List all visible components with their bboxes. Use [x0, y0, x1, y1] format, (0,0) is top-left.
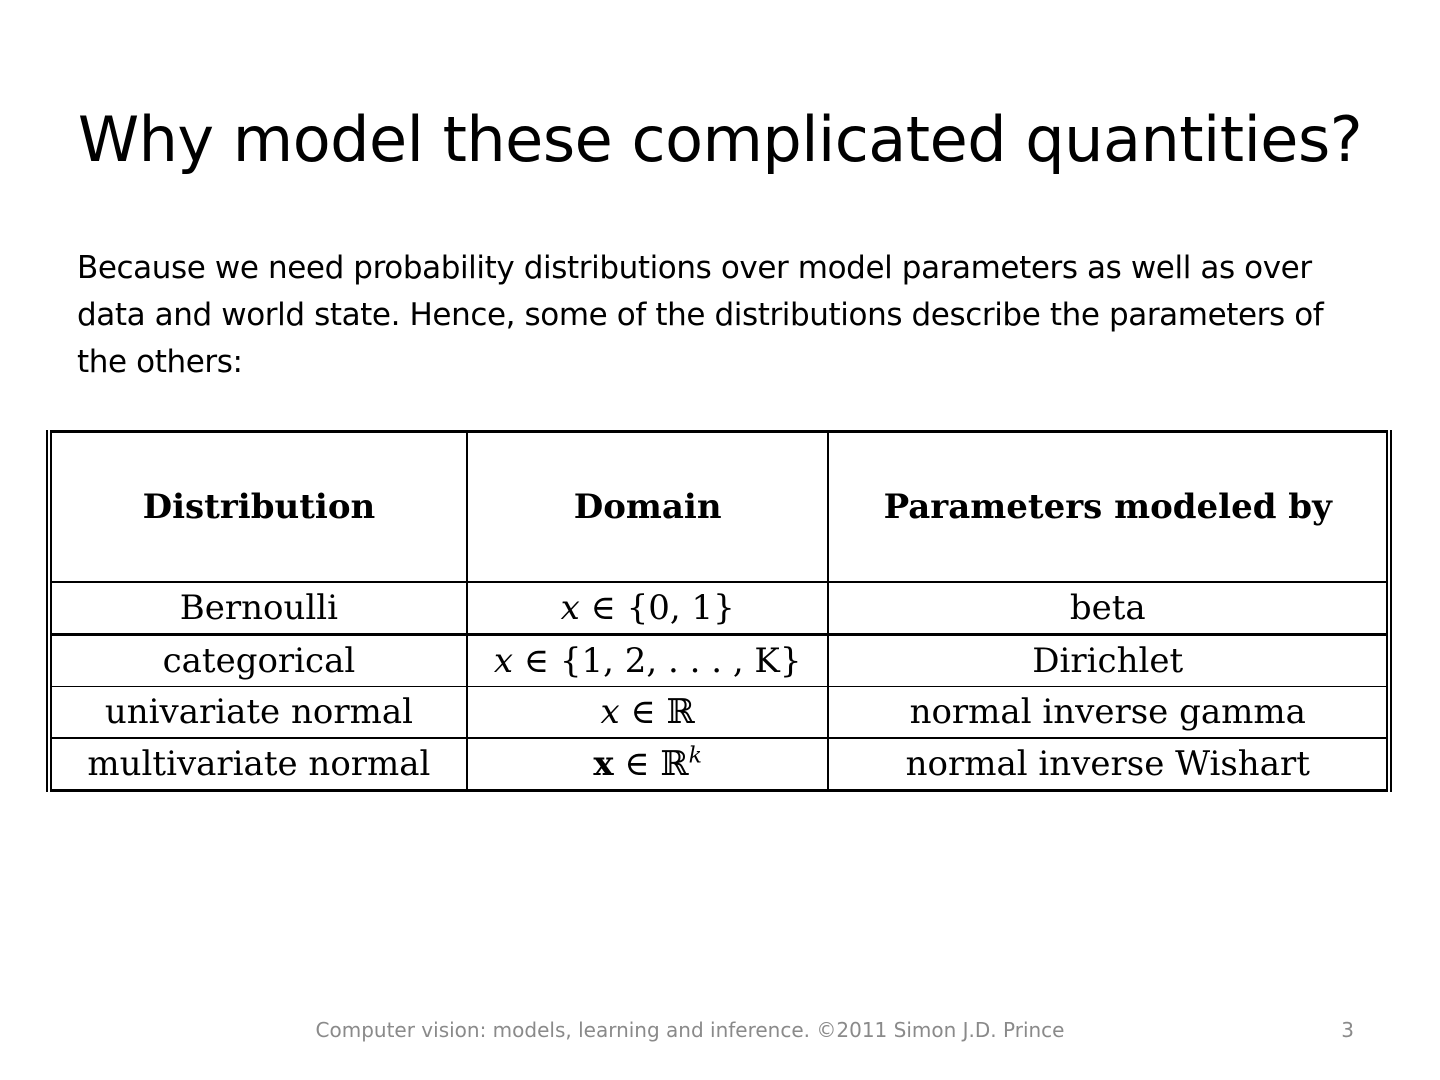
domain-relation: ∈	[619, 692, 667, 732]
header-distribution: Distribution	[49, 432, 467, 583]
domain-variable: x	[593, 744, 614, 784]
header-parameters: Parameters modeled by	[828, 432, 1389, 583]
slide-title: Why model these complicated quantities?	[77, 103, 1363, 176]
domain-relation: ∈	[613, 744, 661, 784]
domain-variable: x	[600, 692, 620, 732]
cell-distribution: categorical	[49, 635, 467, 687]
cell-distribution: Bernoulli	[49, 582, 467, 635]
domain-set: {1, 2, . . . , K}	[559, 641, 802, 681]
table-row	[49, 582, 1389, 635]
domain-variable: x	[493, 641, 514, 681]
slide-footer: Computer vision: models, learning and inference. ©2011 Simon J.D. Prince	[315, 1018, 1065, 1042]
table-header-row	[49, 432, 1389, 583]
cell-distribution: univariate normal	[49, 687, 467, 739]
cell-distribution: multivariate normal	[49, 738, 467, 791]
table-row	[49, 738, 1389, 791]
domain-formula	[561, 588, 735, 628]
cell-parameters: normal inverse Wishart	[828, 738, 1389, 791]
cell-parameters: normal inverse gamma	[828, 687, 1389, 739]
domain-formula	[494, 641, 802, 681]
domain-set: {0, 1}	[626, 588, 735, 628]
cell-domain	[467, 738, 829, 791]
table-row	[49, 635, 1389, 687]
domain-variable: x	[560, 588, 580, 628]
cell-parameters: beta	[828, 582, 1389, 635]
slide-body-text: Because we need probability distributions over model parameters as well as over data and world state. Hence, some of the distributions describe the parameters of the others:	[77, 250, 1324, 380]
distribution-table	[46, 430, 1392, 792]
domain-relation: ∈	[513, 641, 560, 681]
table-row	[49, 687, 1389, 739]
cell-domain	[467, 635, 829, 687]
domain-formula	[593, 744, 702, 784]
domain-formula	[601, 692, 695, 732]
cell-domain	[467, 687, 829, 739]
distribution-table-container	[46, 430, 1392, 790]
page-number: 3	[1341, 1018, 1354, 1042]
domain-relation: ∈	[579, 588, 627, 628]
domain-superscript: k	[688, 743, 702, 769]
domain-set: ℝ	[666, 692, 695, 732]
domain-set: ℝ	[660, 744, 689, 784]
cell-parameters: Dirichlet	[828, 635, 1389, 687]
header-domain: Domain	[467, 432, 829, 583]
cell-domain	[467, 582, 829, 635]
